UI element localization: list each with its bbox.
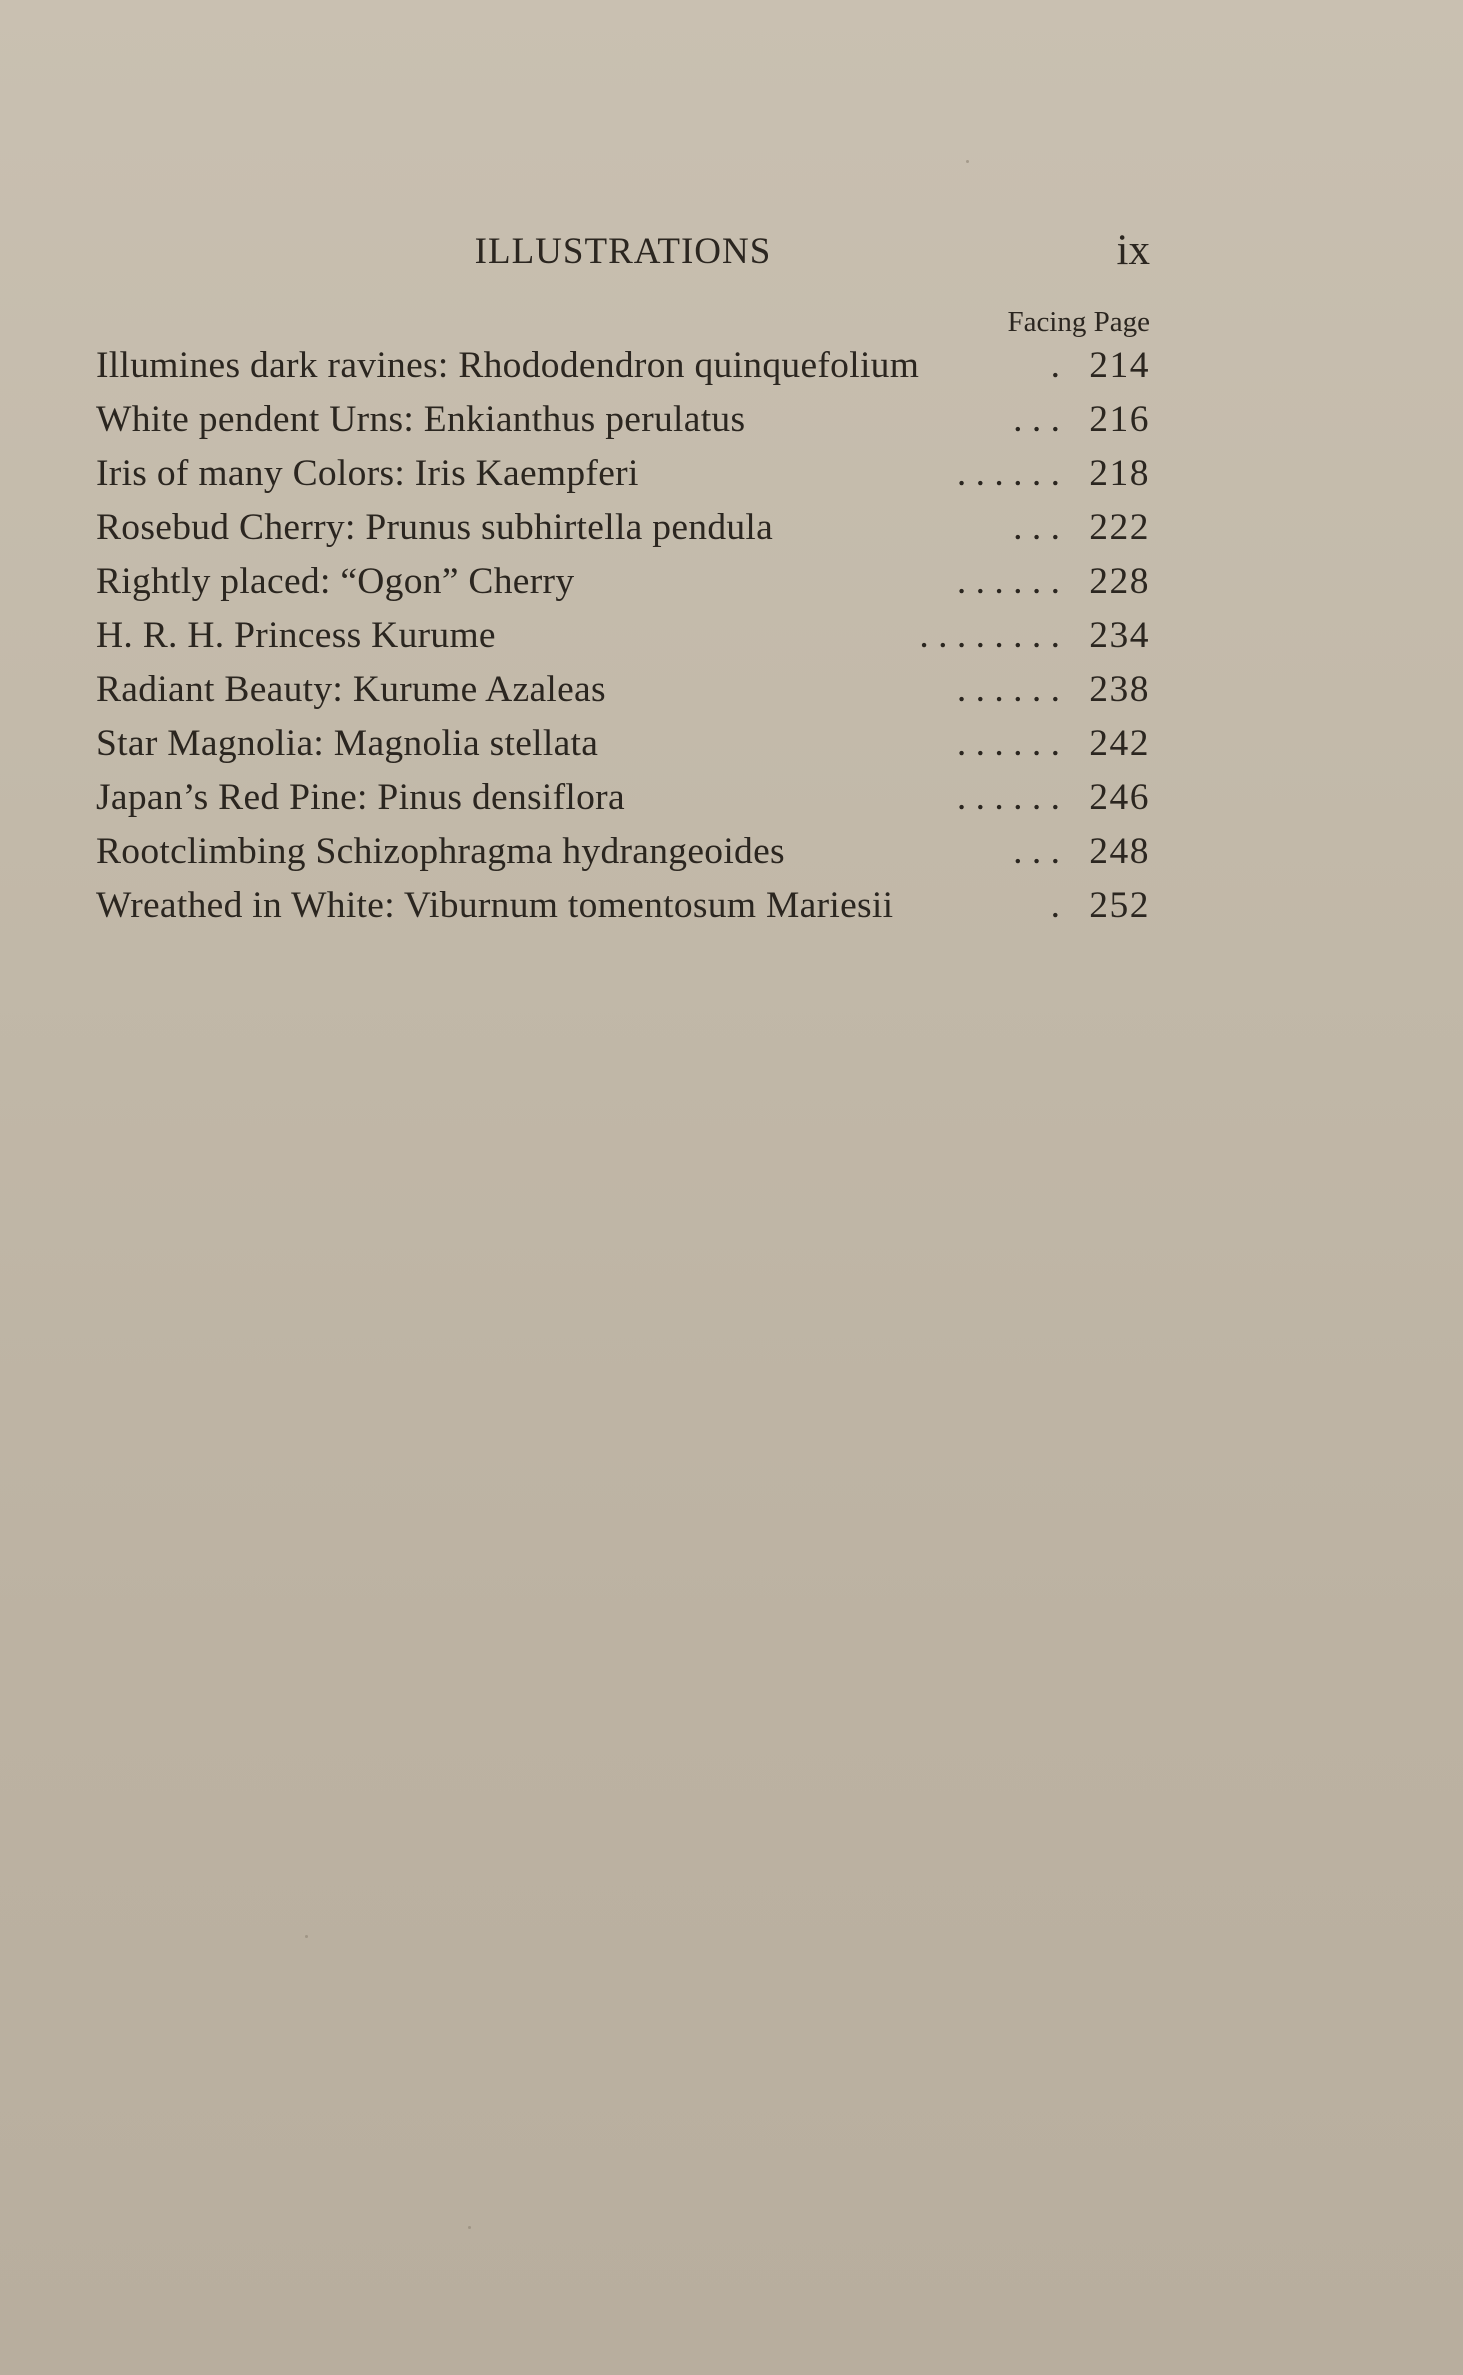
page-number: ix	[1116, 227, 1150, 274]
illustration-caption: Iris of many Colors: Iris Kaempferi	[96, 453, 639, 494]
dot-leader: . . . . . .	[956, 777, 1060, 818]
paper-speck	[468, 2226, 471, 2229]
facing-page-number: 238	[1089, 669, 1150, 710]
facing-page-number: 252	[1089, 885, 1150, 926]
illustration-caption: Rootclimbing Schizophragma hydrangeoides	[96, 831, 785, 872]
illustration-caption: White pendent Urns: Enkianthus perulatus	[96, 399, 746, 440]
list-item	[96, 879, 1150, 933]
dot-leader: . . .	[1013, 399, 1060, 440]
dot-leader: . . .	[1013, 831, 1060, 872]
illustration-caption: Rightly placed: “Ogon” Cherry	[96, 561, 575, 602]
dot-leader: . . . . . .	[956, 669, 1060, 710]
illustration-caption: Wreathed in White: Viburnum tomentosum Mariesii	[96, 885, 894, 926]
facing-page-column-label: Facing Page	[1007, 306, 1150, 338]
paper-speck	[305, 1935, 308, 1938]
list-item	[96, 501, 1150, 555]
list-item	[96, 447, 1150, 501]
facing-page-number: 214	[1089, 345, 1150, 386]
illustration-caption: H. R. H. Princess Kurume	[96, 615, 496, 656]
dot-leader: . . . . . .	[956, 723, 1060, 764]
illustration-caption: Japan’s Red Pine: Pinus densiflora	[96, 777, 625, 818]
facing-page-number: 222	[1089, 507, 1150, 548]
dot-leader: . . . . . .	[956, 453, 1060, 494]
page-title: ILLUSTRATIONS	[474, 231, 772, 272]
facing-page-number: 228	[1089, 561, 1150, 602]
list-item	[96, 609, 1150, 663]
running-header	[96, 226, 1150, 286]
facing-page-number: 246	[1089, 777, 1150, 818]
dot-leader: .	[1050, 885, 1060, 926]
list-item	[96, 339, 1150, 393]
illustration-caption: Illumines dark ravines: Rhododendron quinquefolium	[96, 345, 920, 386]
dot-leader: .	[1050, 345, 1060, 386]
facing-page-number: 248	[1089, 831, 1150, 872]
illustration-caption: Star Magnolia: Magnolia stellata	[96, 723, 599, 764]
list-item	[96, 825, 1150, 879]
facing-page-number: 218	[1089, 453, 1150, 494]
dot-leader: . . .	[1013, 507, 1060, 548]
list-item	[96, 555, 1150, 609]
illustration-caption: Radiant Beauty: Kurume Azaleas	[96, 669, 606, 710]
dot-leader: . . . . . . . .	[919, 615, 1060, 656]
facing-page-number: 234	[1089, 615, 1150, 656]
facing-page-number: 216	[1089, 399, 1150, 440]
list-item	[96, 663, 1150, 717]
paper-speck	[966, 160, 969, 163]
dot-leader: . . . . . .	[956, 561, 1060, 602]
illustrations-list	[96, 339, 1150, 933]
list-item	[96, 393, 1150, 447]
illustration-caption: Rosebud Cherry: Prunus subhirtella pendula	[96, 507, 774, 548]
list-item	[96, 717, 1150, 771]
facing-page-number: 242	[1089, 723, 1150, 764]
list-item	[96, 771, 1150, 825]
